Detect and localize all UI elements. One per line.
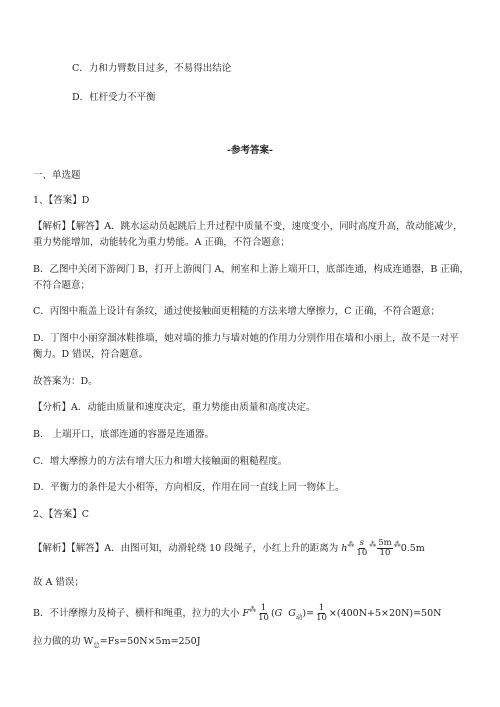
q2-analysis-line — [33, 532, 425, 562]
eq-h: h — [341, 543, 348, 555]
q2-a-wrong: 故 A 错误； — [33, 577, 84, 588]
eq-symbol: ⁂ — [369, 541, 377, 549]
option-c: C．力和力臂数目过多，不易得出结论 — [72, 63, 232, 74]
q1-conclusion: 故答案为：D。 — [33, 376, 98, 387]
q1-d-line1: D．丁图中小丽穿溜冰鞋推墙，她对墙的推力与墙对她的作用力分别作用在墙和小丽上，故不是一对平 — [33, 333, 459, 344]
q2-b-text: B．不计摩擦力及椅子、横杆和绳重，拉力的大小 — [33, 608, 240, 620]
answers-heading: -参考答案- — [227, 145, 273, 156]
option-d: D．杠杆受力不平衡 — [72, 92, 156, 103]
eq-frac-s: $\frac{s}{10}$ — [356, 538, 368, 559]
work-sub: 总 — [93, 640, 100, 649]
eq-frac-1-10b: $\frac{1}{10}$ — [316, 603, 327, 624]
q1-fenxi-c: C．增大摩擦力的方法有增大压力和增大接触面的粗糙程度。 — [33, 456, 288, 467]
eq-f: F — [242, 608, 250, 620]
q1-b-line2: 不符合题意； — [33, 280, 91, 291]
q2-analysis-text: 【解析】【解答】A．由图可知，动滑轮绕 10 段绳子，小红上升的距离为 — [33, 543, 339, 555]
q1-d-line2: 衡力。D 错误，符合题意。 — [33, 349, 149, 360]
work-label: 拉力做的功 W — [33, 636, 94, 647]
q1-analysis-line2: 重力势能增加，动能转化为重力势能。A 正确，不符合题意； — [33, 237, 290, 248]
q1-b-line1: B．乙图中关闭下游阀门 B，打开上游阀门 A，闸室和上游上端开口，底部连通，构成连通器，B 正确， — [33, 264, 469, 275]
eq-result: 0.5m — [400, 543, 425, 555]
equation-height — [341, 538, 425, 559]
q1-fenxi-d: D．平衡力的条件是大小相等，方向相反，作用在同一直线上同一物体上。 — [33, 482, 345, 493]
eq-force-result: ×(400N+5×20N)=50N — [328, 608, 442, 620]
eq-symbol: ⁂ — [347, 541, 355, 549]
equation-force: F⁂ $\frac{1}{10}$ (G $G_动)=$ $\frac{1}{10}$ ×(400N+5×20N)=50N — [242, 603, 442, 624]
eq-frac-5m: $\frac{5m}{10}$ — [378, 538, 392, 559]
q1-answer: 1、【答案】D — [33, 195, 90, 206]
q1-analysis-line1: 【解析】【解答】A．跳水运动员起跳后上升过程中质量不变，速度变小，同时高度升高，故动能减少， — [33, 221, 463, 232]
work-value: =Fs=50N×5m=250J — [99, 636, 201, 647]
eq-symbol: ⁂ — [393, 541, 401, 549]
eq-frac-1-10: $\frac{1}{10}$ — [258, 603, 269, 624]
section-title: 一、单选题 — [33, 170, 81, 181]
q2-b-line — [33, 597, 441, 630]
eq-paren-g: (G $G_动$) — [270, 608, 307, 622]
q2-work-line — [33, 635, 201, 652]
eq-symbol: ⁂ — [249, 606, 257, 614]
q1-fenxi-b: B． 上端开口，底部连通的容器是连通器。 — [33, 429, 215, 440]
q2-answer: 2、【答案】C — [33, 509, 90, 520]
q1-c-line: C．丙图中瓶盖上设计有条纹，通过使接触面更粗糙的方法来增大摩擦力，C 正确，不符合题意； — [33, 306, 441, 317]
q1-fenxi-a: 【分析】A．动能由质量和速度决定，重力势能由质量和高度决定。 — [33, 402, 316, 413]
